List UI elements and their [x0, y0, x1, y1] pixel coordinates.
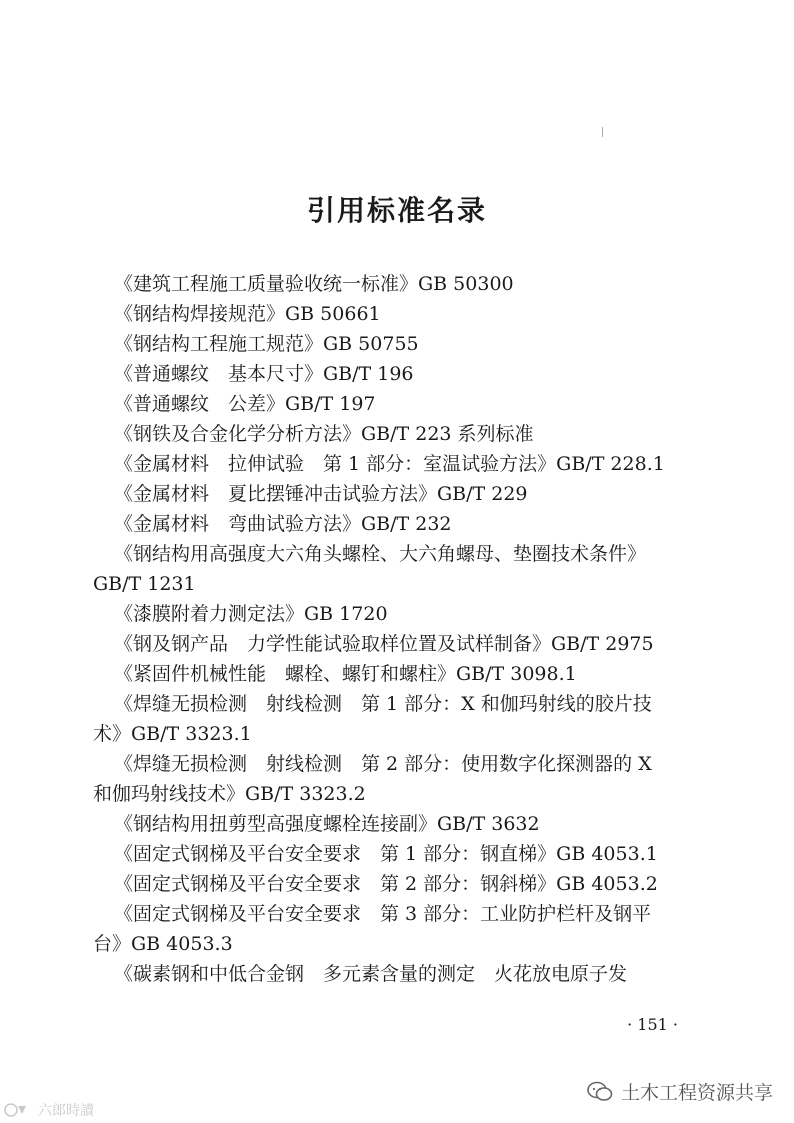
reference-item	[93, 749, 694, 809]
reference-item	[93, 899, 694, 959]
reference-line: 《固定式钢梯及平台安全要求 第 1 部分：钢直梯》GB 4053.1	[114, 843, 658, 865]
reference-line: 《焊缝无损检测 射线检测 第 1 部分：X 和伽玛射线的胶片技	[114, 693, 652, 715]
reference-item	[114, 959, 694, 989]
reference-item	[114, 449, 694, 479]
reference-continuation: 和伽玛射线技术》GB/T 3323.2	[93, 783, 366, 805]
reference-line: 《钢结构焊接规范》GB 50661	[114, 303, 381, 325]
watermark-text-left: 六郎時讀	[38, 1103, 94, 1119]
reference-line: 《金属材料 拉伸试验 第 1 部分：室温试验方法》GB/T 228.1	[114, 453, 665, 475]
wechat-watermark	[587, 1078, 773, 1105]
page-number: · 151 ·	[627, 1015, 678, 1034]
reference-list	[93, 269, 694, 989]
logo-icon	[4, 1102, 34, 1118]
reference-item	[114, 299, 694, 329]
reference-line: 《固定式钢梯及平台安全要求 第 3 部分：工业防护栏杆及钢平	[114, 903, 652, 925]
reference-line: 《金属材料 弯曲试验方法》GB/T 232	[114, 513, 452, 535]
reference-line: 《紧固件机械性能 螺栓、螺钉和螺柱》GB/T 3098.1	[114, 663, 577, 685]
reference-line: 《焊缝无损检测 射线检测 第 2 部分：使用数字化探测器的 X	[114, 753, 652, 775]
reference-line: 《漆膜附着力测定法》GB 1720	[114, 603, 388, 625]
reference-item	[114, 359, 694, 389]
reference-line: 《钢结构用扭剪型高强度螺栓连接副》GB/T 3632	[114, 813, 540, 835]
reference-item	[93, 689, 694, 749]
reference-line: 《钢结构工程施工规范》GB 50755	[114, 333, 419, 355]
reference-item	[114, 659, 694, 689]
reference-item	[114, 389, 694, 419]
reference-line: 《钢及钢产品 力学性能试验取样位置及试样制备》GB/T 2975	[114, 633, 654, 655]
reference-line: 《普通螺纹 公差》GB/T 197	[114, 393, 376, 415]
reference-item	[114, 419, 694, 449]
watermark-text: 土木工程资源共享	[621, 1082, 774, 1104]
reference-item	[114, 479, 694, 509]
reference-line: 《碳素钢和中低合金钢 多元素含量的测定 火花放电原子发	[114, 963, 628, 985]
site-watermark	[4, 1100, 94, 1120]
wechat-icon	[587, 1081, 613, 1103]
reference-line: 《金属材料 夏比摆锤冲击试验方法》GB/T 229	[114, 483, 528, 505]
reference-item	[114, 599, 694, 629]
reference-line: 《钢铁及合金化学分析方法》GB/T 223 系列标准	[114, 423, 534, 445]
reference-item	[114, 809, 694, 839]
page-title: 引用标准名录	[306, 193, 487, 227]
reference-item	[114, 839, 694, 869]
reference-item	[114, 869, 694, 899]
scan-mark	[602, 127, 603, 137]
reference-line: 《钢结构用高强度大六角头螺栓、大六角螺母、垫圈技术条件》	[114, 543, 647, 565]
reference-item	[114, 269, 694, 299]
reference-continuation: 术》GB/T 3323.1	[93, 723, 252, 745]
reference-item	[114, 329, 694, 359]
reference-item	[114, 629, 694, 659]
reference-item	[114, 509, 694, 539]
reference-continuation: GB/T 1231	[93, 573, 196, 595]
reference-continuation: 台》GB 4053.3	[93, 933, 233, 955]
reference-item	[93, 539, 694, 599]
reference-line: 《固定式钢梯及平台安全要求 第 2 部分：钢斜梯》GB 4053.2	[114, 873, 658, 895]
reference-line: 《建筑工程施工质量验收统一标准》GB 50300	[114, 273, 514, 295]
reference-line: 《普通螺纹 基本尺寸》GB/T 196	[114, 363, 414, 385]
